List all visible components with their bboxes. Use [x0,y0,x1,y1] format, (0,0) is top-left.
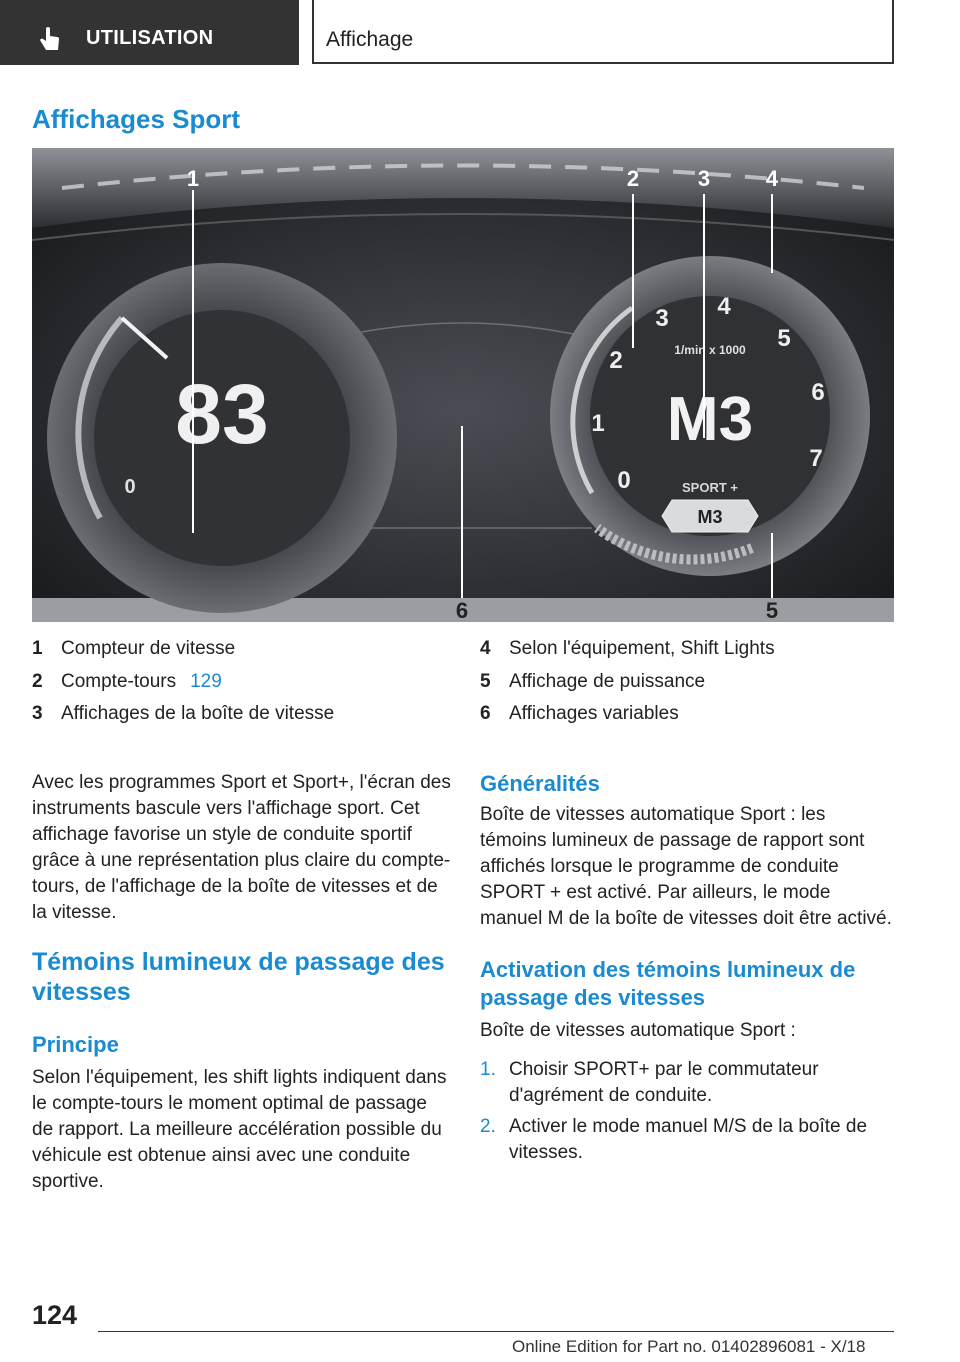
callout-number: 1 [186,166,200,191]
legend-number: 4 [480,638,491,659]
legend-number: 6 [480,703,491,724]
rpm-tick-label: 3 [655,305,669,332]
step-number: 1. [480,1059,496,1080]
callout-number: 2 [626,166,640,191]
legend-text: Compte-tours [61,670,177,692]
legend-item [480,633,900,666]
sport-display-figure [32,148,894,622]
rpm-tick-label: 6 [811,379,825,406]
rpm-tick-label: 0 [617,467,631,494]
legend-right [480,633,900,731]
legend-number: 2 [32,670,43,692]
legend-number: 5 [480,670,491,692]
generalites-paragraph: Boîte de vitesses automatique Sport : les témoins lumineux de passage de rapport sont affichés lorsque le programme de conduite SPORT + est activé. Par ailleurs, le mode manuel M de la boîte de vitesses doit être activé. [480,804,892,929]
sport-mode-label: SPORT + [682,480,738,495]
principe-paragraph: Selon l'équipement, les shift lights indiquent dans le compte-tours le moment optimal de passage de rapport. La meilleure accélération possible du véhicule est obtenue ainsi avec une conduite sportive. [32,1067,447,1192]
section-heading: Témoins lumineux de passage des vitesses [32,948,445,1006]
legend-text: Affichage de puissance [509,670,706,692]
page-number: 124 [32,1300,78,1330]
step-number: 2. [480,1116,496,1137]
speed-zero-label: 0 [124,476,136,498]
callout-number: 6 [455,598,469,622]
callout-number: 5 [765,598,779,622]
page-title: Affichages Sport [32,104,241,134]
gear-readout: M3 [666,385,754,454]
legend-number: 1 [32,638,43,659]
step-text: Choisir SPORT+ par le commutateur d'agrément de conduite. [509,1059,819,1106]
legend-text-wrap [61,666,222,698]
step-text: Activer le mode manuel M/S de la boîte de vitesses. [509,1116,868,1163]
header-section-label: UTILISATION [86,27,214,49]
legend-item [480,666,900,699]
legend-left [32,633,452,731]
footer-edition: Online Edition for Part no. 01402896081 - X/18 [512,1337,866,1356]
subsection-heading: Principe [32,1032,119,1057]
legend-text: Compteur de vitesse [61,638,236,659]
speed-readout: 83 [175,367,269,461]
rpm-tick-label: 4 [717,293,731,320]
footer-divider [98,1331,894,1332]
callout-number: 4 [765,166,779,191]
legend-text: Affichages de la boîte de vitesse [61,703,335,724]
header-topic-label: Affichage [326,28,414,51]
activation-intro: Boîte de vitesses automatique Sport : [480,1020,796,1041]
rpm-tick-label: 1 [591,410,605,437]
legend-text: Affichages variables [509,703,679,724]
rpm-tick-label: 7 [809,445,823,472]
legend-item [32,633,452,666]
legend-number: 3 [32,703,43,724]
rpm-unit-label: 1/min x 1000 [674,343,746,357]
legend-item [32,698,452,731]
legend-item [480,698,900,731]
legend-item [32,666,452,699]
intro-paragraph: Avec les programmes Sport et Sport+, l'écran des instruments bascule vers l'affichage sport. Cet affichage favorise un style de conduite sportif grâce à une représentation plus claire du compte-tours, de l'affichage de la boîte de vitesses et de la vitesse. [32,772,451,923]
page-reference-link[interactable]: 129 [190,670,222,692]
rpm-tick-label: 2 [609,347,623,374]
touch-hand-icon [36,26,64,54]
subsection-heading: Généralités [480,771,600,796]
legend-text: Selon l'équipement, Shift Lights [509,638,775,659]
mode-gear-label: M3 [697,507,723,527]
subsection-heading: Activation des témoins lumineux de passage des vitesses [480,957,856,1010]
rpm-tick-label: 5 [777,325,791,352]
callout-number: 3 [697,166,711,191]
